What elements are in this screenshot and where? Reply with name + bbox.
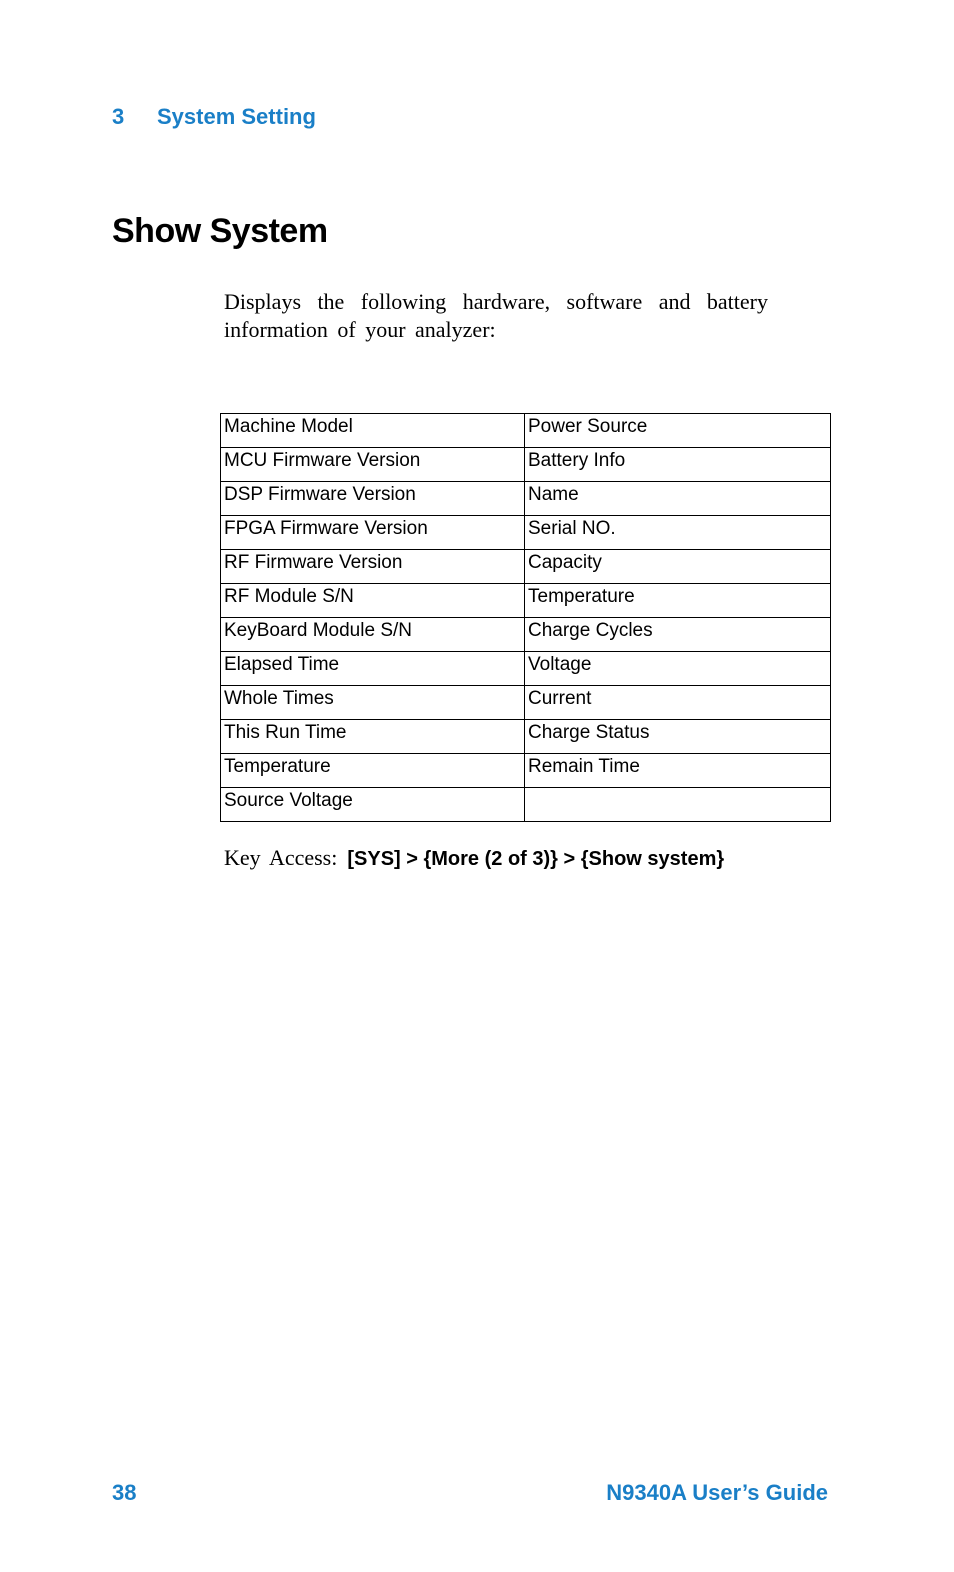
table-cell: MCU Firmware Version xyxy=(221,448,525,482)
chapter-title: System Setting xyxy=(157,104,316,129)
key-access-label: Key Access: xyxy=(224,845,338,870)
table-row xyxy=(221,618,831,652)
intro-paragraph: Displays the following hardware, software and battery information of your analyzer: xyxy=(224,289,768,342)
table-cell: Remain Time xyxy=(525,754,831,788)
table-row xyxy=(221,754,831,788)
table-cell: Machine Model xyxy=(221,414,525,448)
table-cell: Temperature xyxy=(525,584,831,618)
table-cell: RF Module S/N xyxy=(221,584,525,618)
chapter-number: 3 xyxy=(112,104,125,129)
table-cell: FPGA Firmware Version xyxy=(221,516,525,550)
table-cell: Whole Times xyxy=(221,686,525,720)
table-cell: Voltage xyxy=(525,652,831,686)
table-cell: Charge Cycles xyxy=(525,618,831,652)
table-cell: Battery Info xyxy=(525,448,831,482)
page-number: 38 xyxy=(112,1480,137,1505)
table-cell: Elapsed Time xyxy=(221,652,525,686)
table-row xyxy=(221,550,831,584)
table-row xyxy=(221,448,831,482)
table-row xyxy=(221,686,831,720)
table-cell: Name xyxy=(525,482,831,516)
table-row xyxy=(221,482,831,516)
guide-title: N9340A User’s Guide xyxy=(606,1480,828,1505)
system-info-table xyxy=(220,413,831,822)
table-row xyxy=(221,584,831,618)
table-cell: Temperature xyxy=(221,754,525,788)
table-cell: Serial NO. xyxy=(525,516,831,550)
table-cell: This Run Time xyxy=(221,720,525,754)
table-cell: Charge Status xyxy=(525,720,831,754)
table-cell: RF Firmware Version xyxy=(221,550,525,584)
table-cell: Current xyxy=(525,686,831,720)
table-cell: KeyBoard Module S/N xyxy=(221,618,525,652)
table-cell: Capacity xyxy=(525,550,831,584)
table-row xyxy=(221,652,831,686)
table-row xyxy=(221,414,831,448)
table-cell: Source Voltage xyxy=(221,788,525,822)
table-row xyxy=(221,788,831,822)
key-access xyxy=(224,845,724,871)
page-title: Show System xyxy=(112,212,328,250)
table-cell: DSP Firmware Version xyxy=(221,482,525,516)
table-row xyxy=(221,720,831,754)
table-cell: Power Source xyxy=(525,414,831,448)
key-access-path: [SYS] > {More (2 of 3)} > {Show system} xyxy=(347,848,725,870)
table-cell-empty xyxy=(525,788,831,822)
table-row xyxy=(221,516,831,550)
chapter-header xyxy=(112,104,316,130)
